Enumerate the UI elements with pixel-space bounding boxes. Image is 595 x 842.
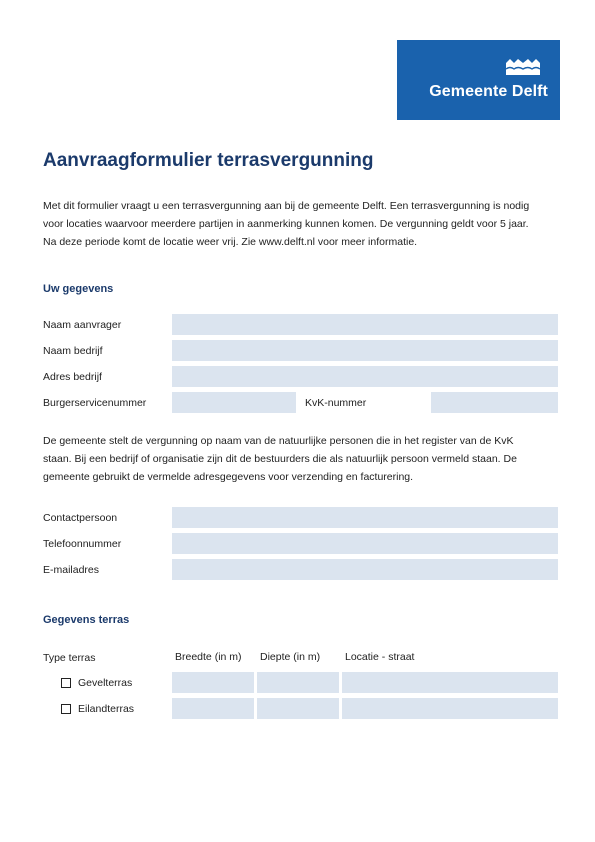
label-naam-bedrijf: Naam bedrijf bbox=[43, 345, 103, 357]
label-kvk-nummer: KvK-nummer bbox=[305, 397, 367, 409]
logo-text: Gemeente Delft bbox=[429, 83, 548, 100]
gemeente-delft-logo bbox=[397, 40, 560, 120]
gevelterras-checkbox[interactable] bbox=[61, 678, 71, 688]
e-mailadres-input[interactable] bbox=[172, 559, 558, 580]
eilandterras-breedte-input[interactable] bbox=[172, 698, 254, 719]
page-title: Aanvraagformulier terrasvergunning bbox=[43, 150, 374, 171]
eilandterras-locatie-input[interactable] bbox=[342, 698, 558, 719]
label-telefoonnummer: Telefoonnummer bbox=[43, 538, 122, 550]
gevelterras-breedte-input[interactable] bbox=[172, 672, 254, 693]
gevelterras-locatie-input[interactable] bbox=[342, 672, 558, 693]
label-e-mailadres: E-mailadres bbox=[43, 564, 100, 576]
adres-bedrijf-input[interactable] bbox=[172, 366, 558, 387]
label-naam-aanvrager: Naam aanvrager bbox=[43, 319, 122, 331]
label-eilandterras: Eilandterras bbox=[78, 703, 135, 715]
label-type-terras: Type terras bbox=[43, 652, 96, 664]
naam-aanvrager-input[interactable] bbox=[172, 314, 558, 335]
naam-bedrijf-input[interactable] bbox=[172, 340, 558, 361]
delft-crown-icon bbox=[505, 59, 541, 75]
label-gevelterras: Gevelterras bbox=[78, 677, 133, 689]
contactpersoon-input[interactable] bbox=[172, 507, 558, 528]
eilandterras-checkbox[interactable] bbox=[61, 704, 71, 714]
burgerservicenummer-input[interactable] bbox=[172, 392, 296, 413]
intro-text: Met dit formulier vraagt u een terrasvergunning aan bij de gemeente Delft. Een terrasvergunning is nodig voor locaties waarvoor meerdere partijen in aanmerking kunnen komen. De vergunning geldt voor 5 jaar. Na deze periode komt de locatie weer vrij. Zie www.delft.nl voor meer informatie. bbox=[43, 200, 530, 248]
column-locatie-straat: Locatie - straat bbox=[345, 651, 415, 663]
column-diepte: Diepte (in m) bbox=[260, 651, 321, 663]
section-gegevens-terras: Gegevens terras bbox=[43, 614, 130, 626]
kvk-note-text: De gemeente stelt de vergunning op naam van de natuurlijke personen die in het register van de KvK staan. Bij een bedrijf of organisatie zijn dit de bestuurders die als natuurlijk persoon vermeld staan. De gemeente gebruikt de vermelde adresgegevens voor verzending en facturering. bbox=[43, 435, 517, 483]
section-uw-gegevens: Uw gegevens bbox=[43, 283, 114, 295]
eilandterras-diepte-input[interactable] bbox=[257, 698, 339, 719]
kvk-nummer-input[interactable] bbox=[431, 392, 558, 413]
label-burgerservicenummer: Burgerservicenummer bbox=[43, 397, 147, 409]
label-contactpersoon: Contactpersoon bbox=[43, 512, 118, 524]
telefoonnummer-input[interactable] bbox=[172, 533, 558, 554]
column-breedte: Breedte (in m) bbox=[175, 651, 242, 663]
gevelterras-diepte-input[interactable] bbox=[257, 672, 339, 693]
label-adres-bedrijf: Adres bedrijf bbox=[43, 371, 102, 383]
